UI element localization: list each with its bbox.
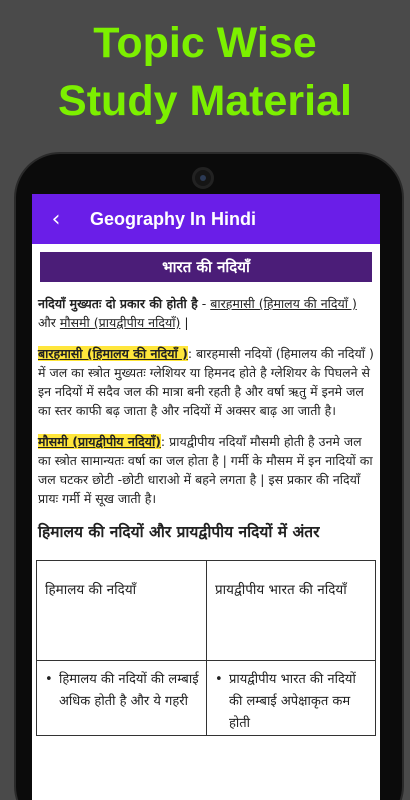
table-cell — [37, 661, 207, 736]
perennial-text: : बारहमासी नदियों (हिमालय की नदियाँ ) में जल का स्त्रोत मुख्यतः ग्लेशियर या हिमनद होते है ग्लेशियर के पिघलने से इन नदियों में सदैव जल की मात्रा बनी रहती है और वर्षा ऋतु में इनमे जल का स्तर काफी बढ़ जाता है और नदियों में अक्सर बाढ़ आ जाती है। — [38, 346, 374, 418]
table-header-row — [37, 561, 376, 661]
seasonal-label: मौसमी (प्रायद्वीपीय नदियाँ) — [38, 434, 161, 449]
intro-end: | — [180, 315, 189, 330]
difference-heading: हिमालय की नदियों और प्रायद्वीपीय नदियों में अंतर — [38, 523, 320, 541]
perennial-label: बारहमासी (हिमालय की नदियाँ ) — [38, 346, 188, 361]
bullet-icon: • — [45, 672, 53, 687]
table-row — [37, 661, 376, 736]
promo-title-line2: Study Material — [58, 77, 352, 125]
seasonal-text: : प्रायद्वीपीय नदियाँ मौसमी होती है उनमे जल का स्त्रोत सामान्यतः वर्षा का जल होता है | गर्मी के मौसम में इन नादियों का जल घटकर छोटी -छोटी धाराओ में बहने लगता है | इस प्रकार की नदियाँ प्रायः गर्मी में सूख जाती है। — [38, 434, 373, 506]
app-bar-title: Geography In Hindi — [90, 208, 257, 229]
perennial-paragraph — [38, 344, 374, 420]
promo-title — [0, 14, 410, 130]
list-item — [45, 669, 200, 713]
comparison-table — [36, 560, 376, 736]
bullet-icon: • — [215, 672, 223, 687]
intro-bold-text: नदियाँ मुख्यतः दो प्रकार की होती है — [38, 296, 198, 311]
intro-conjunction: और — [38, 315, 60, 330]
list-item — [215, 669, 369, 735]
table-header-cell: हिमालय की नदियाँ — [37, 561, 207, 661]
section-heading: भारत की नदियाँ — [40, 252, 372, 282]
intro-link-seasonal[interactable]: मौसमी (प्रायद्वीपीय नदियाँ) — [59, 315, 181, 330]
front-camera-icon — [192, 167, 214, 189]
article-content[interactable] — [32, 244, 380, 736]
table-cell-text: हिमालय की नदियों की लम्बाई अधिक होती है और ये गहरी — [59, 672, 199, 709]
seasonal-paragraph — [38, 432, 374, 508]
table-cell-text: प्रायद्वीपीय भारत की नदियों की लम्बाई अपेक्षाकृत कम होती — [229, 672, 356, 731]
intro-paragraph — [38, 294, 374, 332]
intro-link-perennial[interactable]: बारहमासी (हिमालय की नदियाँ ) — [210, 296, 357, 311]
app-bar — [32, 194, 380, 244]
promo-title-line1: Topic Wise — [93, 19, 317, 67]
back-arrow-icon[interactable]: ‹ — [51, 206, 61, 232]
intro-separator: - — [197, 296, 211, 311]
table-header-cell: प्रायद्वीपीय भारत की नदियाँ — [207, 561, 376, 661]
phone-screen — [32, 194, 380, 800]
table-cell — [207, 661, 376, 736]
